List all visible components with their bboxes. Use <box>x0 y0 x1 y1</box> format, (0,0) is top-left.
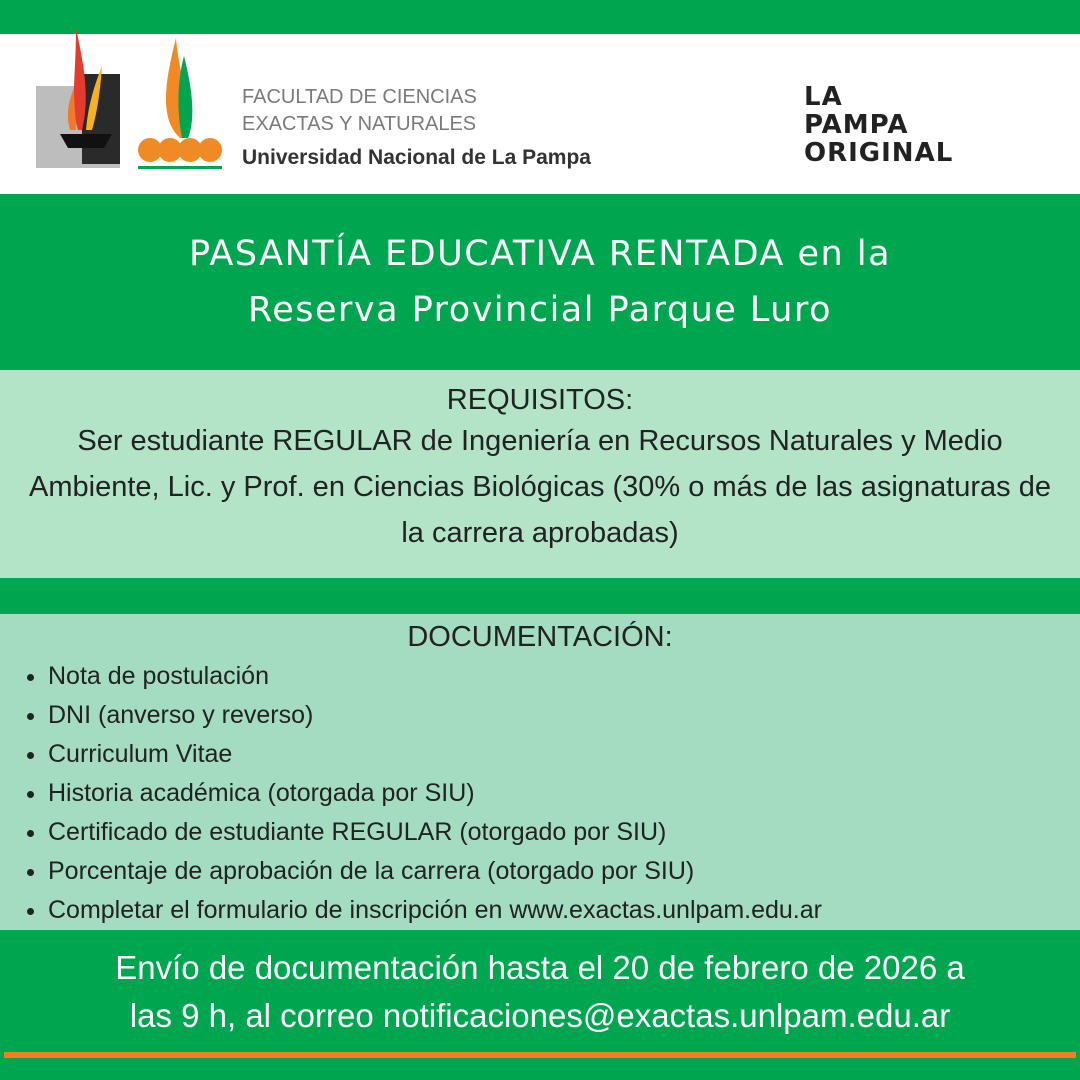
title-line1: PASANTÍA EDUCATIVA RENTADA en la <box>188 234 892 274</box>
list-item: • Historia académica (otorgada por SIU) <box>48 774 1080 813</box>
title-line2: Reserva Provincial Parque Luro <box>247 290 833 330</box>
faculty-line2: EXACTAS Y NATURALES <box>242 113 477 135</box>
requirements-section <box>0 370 1080 578</box>
list-item: • Nota de postulación <box>48 657 1080 696</box>
brand-line3: ORIGINAL <box>804 138 954 168</box>
requirements-body: Ser estudiante REGULAR de Ingeniería en Recursos Naturales y Medio Ambiente, Lic. y Prof. en Ciencias Biológicas (30% o más de las asignaturas de la carrera aprobadas) <box>29 425 1051 549</box>
university-name: Universidad Nacional de La Pampa <box>242 146 591 169</box>
header <box>0 34 1080 194</box>
brand-line2: PAMPA <box>804 110 909 140</box>
footer-line2: las 9 h, al correo notificaciones@exactas.unlpam.edu.ar <box>129 997 951 1034</box>
brand-line1: LA <box>804 82 843 112</box>
faculty-torch-logo <box>30 26 140 176</box>
documentation-section <box>0 614 1080 930</box>
list-item: • Certificado de estudiante REGULAR (otorgado por SIU) <box>48 813 1080 852</box>
footer-line1: Envío de documentación hasta el 20 de febrero de 2026 a <box>115 949 965 986</box>
divider-band <box>0 578 1080 614</box>
list-item: • DNI (anverso y reverso) <box>48 696 1080 735</box>
list-item: • Completar el formulario de inscripción en www.exactas.unlpam.edu.ar <box>48 891 1080 930</box>
list-item: • Porcentaje de aprobación de la carrera (otorgado por SIU) <box>48 852 1080 891</box>
documentation-heading: DOCUMENTACIÓN: <box>407 621 673 653</box>
university-flame-logo <box>136 28 226 178</box>
title-band <box>0 194 1080 370</box>
documentation-list <box>0 657 1080 930</box>
faculty-name <box>242 84 591 171</box>
requirements-heading: REQUISITOS: <box>446 384 634 416</box>
faculty-line1: FACULTAD DE CIENCIAS <box>242 86 477 108</box>
orange-rule <box>4 1052 1076 1058</box>
list-item: • Curriculum Vitae <box>48 735 1080 774</box>
